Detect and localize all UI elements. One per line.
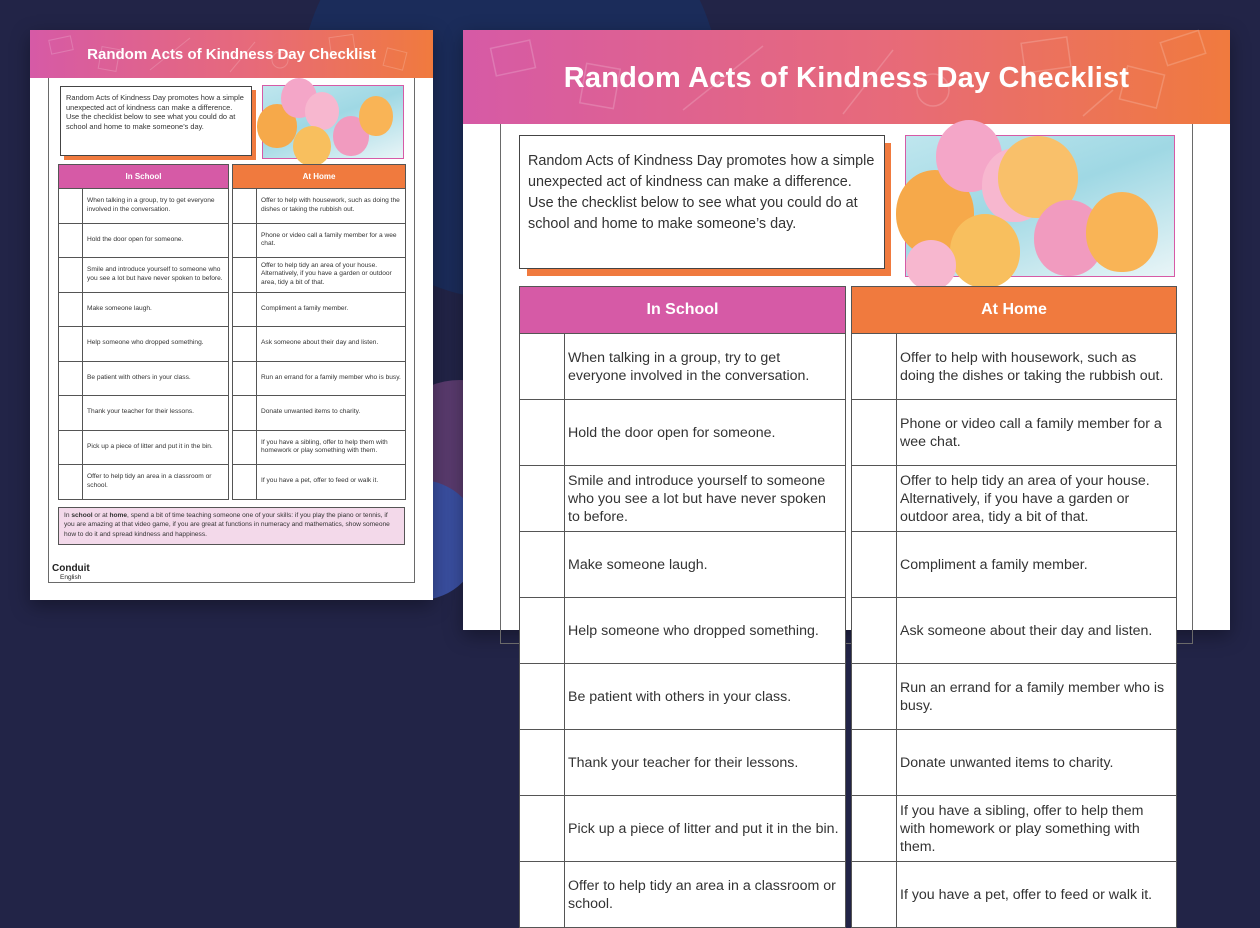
- bonus-note: [58, 507, 405, 545]
- school-checkbox[interactable]: [59, 465, 83, 500]
- table-row: [520, 466, 1177, 532]
- school-checkbox[interactable]: [520, 532, 565, 598]
- home-item: Run an errand for a family member who is busy.: [897, 664, 1177, 730]
- note-or: or at: [92, 512, 110, 519]
- school-item: Smile and introduce yourself to someone who you see a lot but have never spoken to before.: [565, 466, 846, 532]
- school-item: Help someone who dropped something.: [565, 598, 846, 664]
- home-item: Ask someone about their day and listen.: [897, 598, 1177, 664]
- balloons-photo-icon: [262, 85, 404, 159]
- table-row: [59, 327, 406, 362]
- home-item: If you have a pet, offer to feed or walk it.: [897, 862, 1177, 928]
- checklist-table: [58, 164, 406, 500]
- home-checkbox[interactable]: [852, 730, 897, 796]
- school-checkbox[interactable]: [520, 862, 565, 928]
- table-row: [59, 361, 406, 396]
- school-item: Make someone laugh.: [565, 532, 846, 598]
- table-row: [59, 465, 406, 500]
- page-title: Random Acts of Kindness Day Checklist: [563, 62, 1130, 94]
- home-item: Phone or video call a family member for a wee chat.: [897, 400, 1177, 466]
- school-checkbox[interactable]: [520, 334, 565, 400]
- home-item: Phone or video call a family member for a wee chat.: [257, 223, 406, 258]
- home-checkbox[interactable]: [233, 396, 257, 431]
- home-item: Offer to help tidy an area of your house. Alternatively, if you have a garden or outdoor area, tidy a bit of that.: [257, 258, 406, 293]
- home-item: Donate unwanted items to charity.: [257, 396, 406, 431]
- title-banner: [30, 30, 433, 78]
- intro-text: Random Acts of Kindness Day promotes how a simple unexpected act of kindness can make a difference. Use the checklist below to see what you could do at school and home to make someone’s day.: [60, 86, 252, 156]
- home-item: Offer to help tidy an area of your house. Alternatively, if you have a garden or outdoor area, tidy a bit of that.: [897, 466, 1177, 532]
- school-item: Be patient with others in your class.: [565, 664, 846, 730]
- table-row: [520, 598, 1177, 664]
- home-checkbox[interactable]: [852, 466, 897, 532]
- table-row: [520, 400, 1177, 466]
- home-item: If you have a pet, offer to feed or walk it.: [257, 465, 406, 500]
- school-checkbox[interactable]: [59, 258, 83, 293]
- school-item: When talking in a group, try to get everyone involved in the conversation.: [83, 189, 229, 224]
- school-checkbox[interactable]: [520, 466, 565, 532]
- home-checkbox[interactable]: [233, 189, 257, 224]
- home-item: If you have a sibling, offer to help them with homework or play something with them.: [897, 796, 1177, 862]
- home-item: Offer to help with housework, such as doing the dishes or taking the rubbish out.: [897, 334, 1177, 400]
- intro-text: Random Acts of Kindness Day promotes how a simple unexpected act of kindness can make a difference. Use the checklist below to see what you could do at school and home to make someone’s day.: [519, 135, 885, 269]
- school-checkbox[interactable]: [520, 664, 565, 730]
- home-checkbox[interactable]: [233, 258, 257, 293]
- school-item: Thank your teacher for their lessons.: [565, 730, 846, 796]
- school-checkbox[interactable]: [59, 292, 83, 327]
- school-item: Offer to help tidy an area in a classroom or school.: [83, 465, 229, 500]
- title-banner: [463, 30, 1230, 124]
- table-row: [59, 258, 406, 293]
- worksheet-preview-large: [463, 30, 1230, 912]
- table-row: [520, 532, 1177, 598]
- balloon: [1086, 192, 1158, 272]
- home-item: Donate unwanted items to charity.: [897, 730, 1177, 796]
- school-checkbox[interactable]: [59, 189, 83, 224]
- balloon: [359, 96, 393, 136]
- school-item: When talking in a group, try to get everyone involved in the conversation.: [565, 334, 846, 400]
- table-row: [520, 664, 1177, 730]
- balloon: [906, 240, 956, 290]
- home-checkbox[interactable]: [852, 532, 897, 598]
- home-checkbox[interactable]: [852, 400, 897, 466]
- balloons-photo-icon: [905, 135, 1175, 277]
- balloon: [293, 126, 331, 166]
- school-item: Pick up a piece of litter and put it in the bin.: [83, 430, 229, 465]
- home-checkbox[interactable]: [233, 361, 257, 396]
- home-item: Run an errand for a family member who is busy.: [257, 361, 406, 396]
- school-checkbox[interactable]: [520, 400, 565, 466]
- home-checkbox[interactable]: [233, 430, 257, 465]
- in-school-header: In School: [59, 165, 229, 189]
- home-item: Ask someone about their day and listen.: [257, 327, 406, 362]
- in-school-header: In School: [520, 287, 846, 334]
- school-item: Help someone who dropped something.: [83, 327, 229, 362]
- note-school: school: [71, 512, 93, 519]
- worksheet-preview-small: [30, 30, 433, 600]
- school-checkbox[interactable]: [59, 223, 83, 258]
- home-checkbox[interactable]: [852, 796, 897, 862]
- home-item: Offer to help with housework, such as doing the dishes or taking the rubbish out.: [257, 189, 406, 224]
- home-checkbox[interactable]: [852, 334, 897, 400]
- table-row: [59, 396, 406, 431]
- checklist-table: [519, 286, 1177, 928]
- school-item: Thank your teacher for their lessons.: [83, 396, 229, 431]
- school-item: Be patient with others in your class.: [83, 361, 229, 396]
- table-row: [520, 796, 1177, 862]
- school-checkbox[interactable]: [59, 327, 83, 362]
- home-checkbox[interactable]: [233, 465, 257, 500]
- home-checkbox[interactable]: [852, 862, 897, 928]
- balloon: [950, 214, 1020, 288]
- table-row: [520, 730, 1177, 796]
- home-item: Compliment a family member.: [257, 292, 406, 327]
- home-item: Compliment a family member.: [897, 532, 1177, 598]
- school-checkbox[interactable]: [520, 730, 565, 796]
- school-item: Hold the door open for someone.: [83, 223, 229, 258]
- home-checkbox[interactable]: [852, 598, 897, 664]
- home-checkbox[interactable]: [852, 664, 897, 730]
- note-rest: , spend a bit of time teaching someone one of your skills: if you play the piano or tennis, if you are amazing at that video game, if you are great at functions in numeracy and mathematics, show someone how to do it and spread kindness and happiness.: [64, 512, 390, 538]
- table-row: [59, 292, 406, 327]
- table-row: [520, 334, 1177, 400]
- school-item: Hold the door open for someone.: [565, 400, 846, 466]
- table-row: [59, 189, 406, 224]
- school-item: Offer to help tidy an area in a classroom or school.: [565, 862, 846, 928]
- school-checkbox[interactable]: [59, 430, 83, 465]
- table-row: [59, 223, 406, 258]
- page-title: Random Acts of Kindness Day Checklist: [87, 46, 376, 63]
- conduit-logo: Conduit: [52, 563, 90, 574]
- school-item: Smile and introduce yourself to someone who you see a lot but have never spoken to before.: [83, 258, 229, 293]
- table-row: [520, 862, 1177, 928]
- school-item: Make someone laugh.: [83, 292, 229, 327]
- home-item: If you have a sibling, offer to help them with homework or play something with them.: [257, 430, 406, 465]
- home-checkbox[interactable]: [233, 292, 257, 327]
- school-item: Pick up a piece of litter and put it in the bin.: [565, 796, 846, 862]
- school-checkbox[interactable]: [520, 796, 565, 862]
- balloon: [305, 92, 339, 130]
- note-home: home: [109, 512, 128, 519]
- at-home-header: At Home: [852, 287, 1177, 334]
- school-checkbox[interactable]: [59, 396, 83, 431]
- school-checkbox[interactable]: [59, 361, 83, 396]
- home-checkbox[interactable]: [233, 327, 257, 362]
- table-row: [59, 430, 406, 465]
- note-in: In: [64, 512, 72, 519]
- at-home-header: At Home: [233, 165, 406, 189]
- school-checkbox[interactable]: [520, 598, 565, 664]
- home-checkbox[interactable]: [233, 223, 257, 258]
- conduit-logo-sub: English: [60, 574, 82, 581]
